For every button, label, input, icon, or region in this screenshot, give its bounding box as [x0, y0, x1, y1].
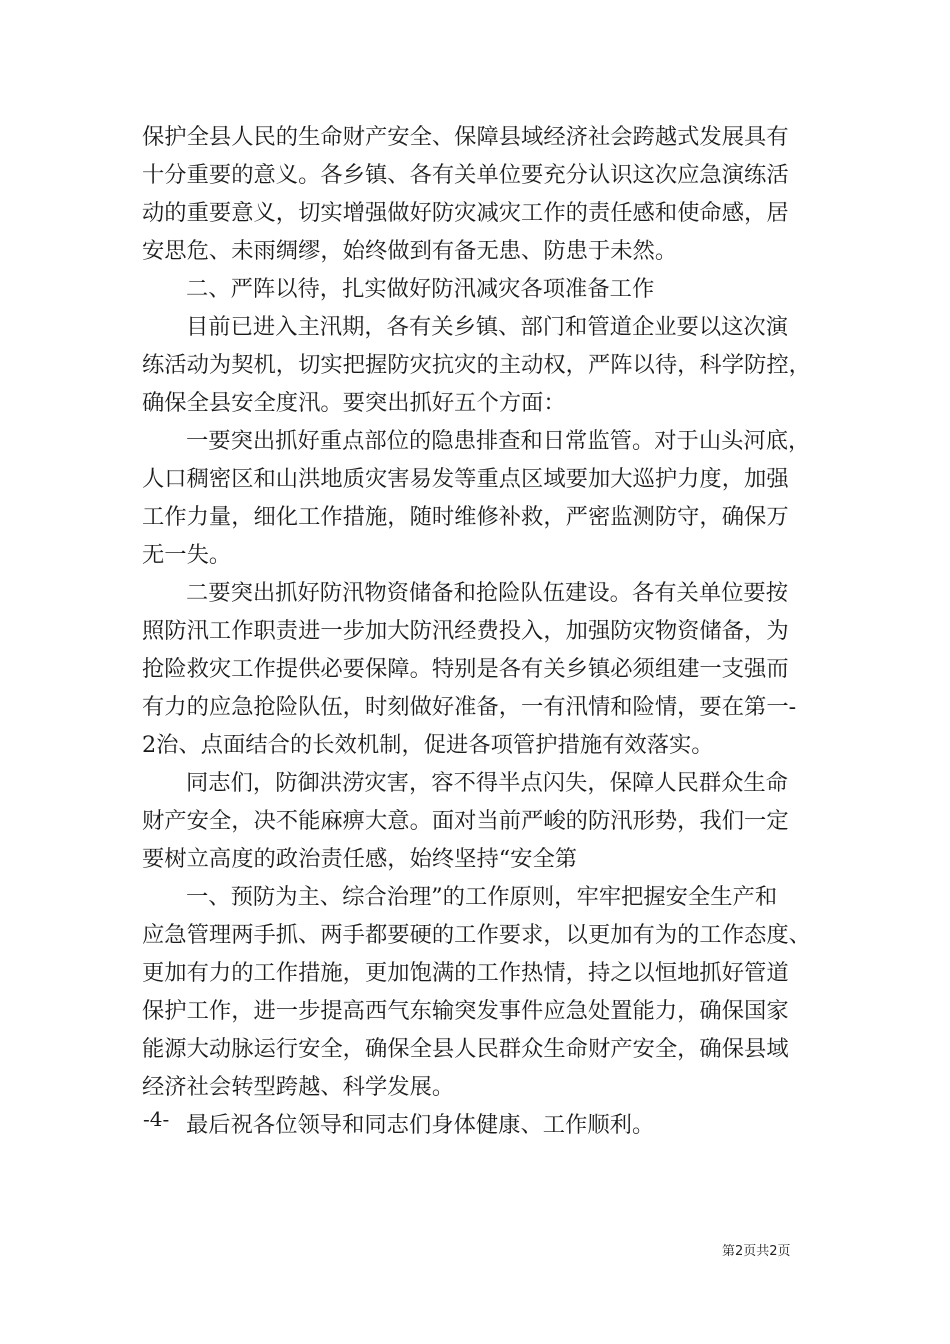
text-line: 二要突出抓好防汛物资储备和抢险队伍建设。各有关单位要按: [186, 580, 789, 606]
text-line: 工作力量，细化工作措施，随时维修补救，严密监测防守，确保万: [142, 504, 789, 530]
text-line: 一、预防为主、综合治理”的工作原则，牢牢把握安全生产和: [186, 884, 778, 910]
text-line: 保护工作，进一步提高西气东输突发事件应急处置能力，确保国家: [142, 998, 789, 1024]
text-line: 财产安全，决不能麻痹大意。面对当前严峻的防汛形势，我们一定: [142, 808, 789, 834]
text-line: 确保全县安全度汛。要突出抓好五个方面：: [142, 390, 566, 416]
text-line: 同志们，防御洪涝灾害，容不得半点闪失，保障人民群众生命: [186, 770, 789, 796]
text-line: 能源大动脉运行安全，确保全县人民群众生命财产安全，确保县域: [142, 1036, 789, 1062]
text-line: 保护全县人民的生命财产安全、保障县域经济社会跨越式发展具有: [142, 124, 789, 150]
text-line: 应急管理两手抓、两手都要硬的工作要求，以更加有为的工作态度、: [142, 922, 811, 948]
text-line: 动的重要意义，切实增强做好防灾减灾工作的责任感和使命感，居: [142, 200, 789, 226]
closing-line: 最后祝各位领导和同志们身体健康、工作顺利。: [186, 1112, 655, 1138]
text-line: 要树立高度的政治责任感，始终坚持“安全第: [142, 846, 578, 872]
text-line: 安思危、未雨绸缪，始终做到有备无患、防患于未然。: [142, 238, 678, 264]
text-line: 有力的应急抢险队伍，时刻做好准备，一有汛情和险情，要在第一-: [142, 694, 797, 720]
text-line: 更加有力的工作措施，更加饱满的工作热情，持之以恒地抓好管道: [142, 960, 789, 986]
text-line: 目前已进入主汛期，各有关乡镇、部门和管道企业要以这次演: [186, 314, 789, 340]
inline-page-number: -4-: [143, 1107, 170, 1131]
text-line: 无一失。: [142, 542, 232, 568]
text-line: 经济社会转型跨越、科学发展。: [142, 1074, 455, 1100]
text-line: 抢险救灾工作提供必要保障。特别是各有关乡镇必须组建一支强而: [142, 656, 789, 682]
text-line: 十分重要的意义。各乡镇、各有关单位要充分认识这次应急演练活: [142, 162, 789, 188]
text-line: 2治、点面结合的长效机制，促进各项管护措施有效落实。: [142, 732, 714, 758]
text-line: 照防汛工作职责进一步加大防汛经费投入，加强防灾物资储备，为: [142, 618, 789, 644]
page-footer: 第2页共2页: [722, 1244, 791, 1259]
section-heading: 二、严阵以待，扎实做好防汛减灾各项准备工作: [186, 276, 655, 302]
text-line: 人口稠密区和山洪地质灾害易发等重点区域要加大巡护力度，加强: [142, 466, 789, 492]
text-line: 一要突出抓好重点部位的隐患排查和日常监管。对于山头河底，: [186, 428, 811, 454]
text-line: 练活动为契机，切实把握防灾抗灾的主动权，严阵以待，科学防控，: [142, 352, 811, 378]
